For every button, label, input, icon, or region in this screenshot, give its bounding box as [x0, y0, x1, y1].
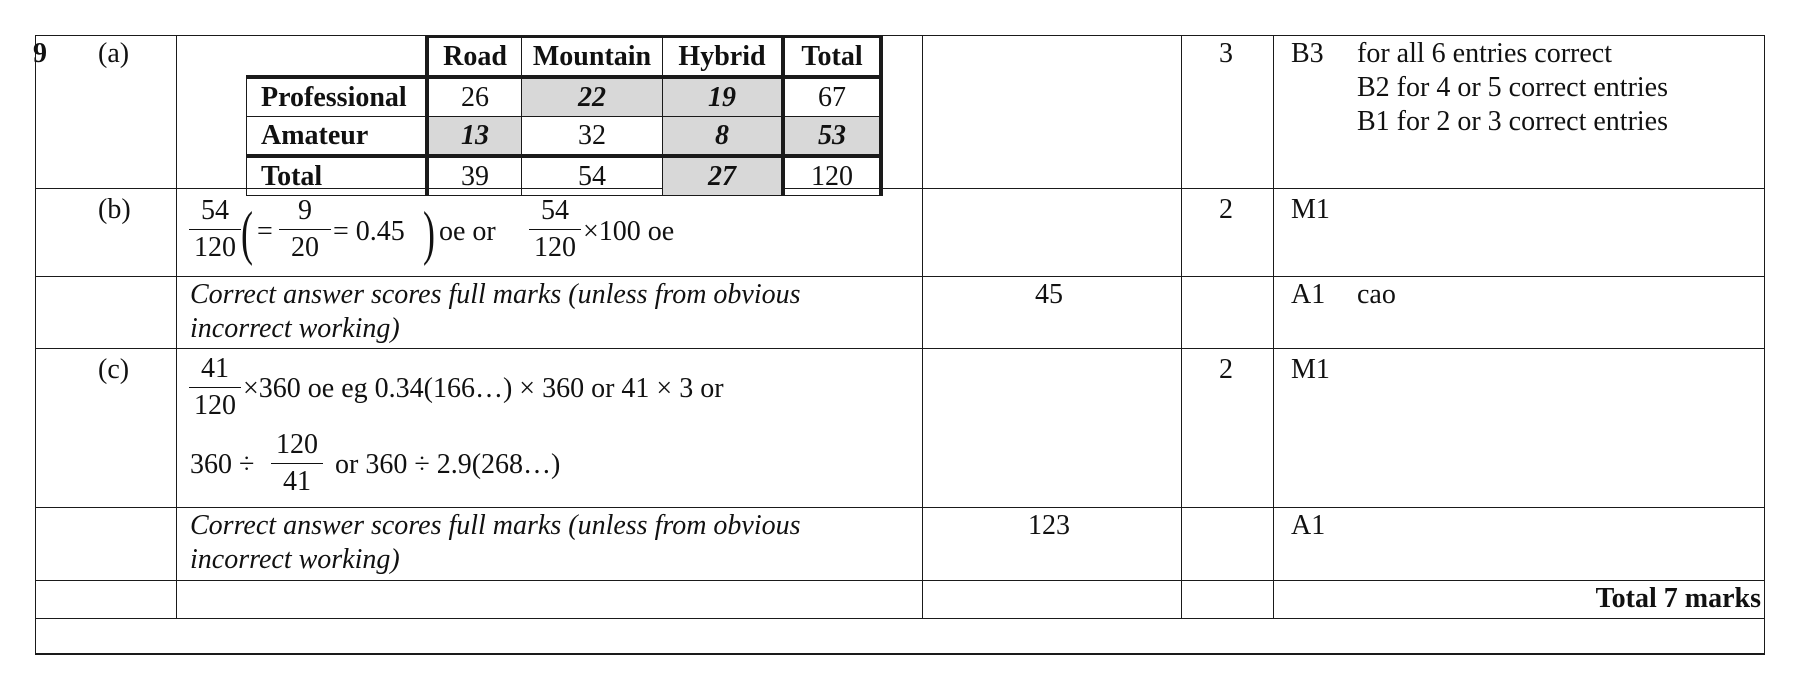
header-mountain: Mountain	[522, 37, 663, 78]
denominator: 20	[291, 232, 319, 263]
cell-shaded: 8	[663, 117, 784, 157]
fraction	[525, 195, 585, 264]
header-total: Total	[783, 37, 881, 78]
cell-shaded: 27	[663, 156, 784, 196]
part-b-note-line-1: Correct answer scores full marks (unless from obvious	[190, 279, 801, 310]
row-label-amateur: Amateur	[247, 117, 428, 157]
rule	[35, 276, 1765, 277]
oe-or: oe or	[439, 216, 496, 247]
rule	[1764, 35, 1765, 655]
cell-shaded: 13	[427, 117, 522, 157]
part-b-note-line-2: incorrect working)	[190, 313, 400, 344]
cell: 39	[427, 156, 522, 196]
row-label-professional: Professional	[247, 77, 428, 117]
part-a-label: (a)	[98, 38, 130, 69]
part-c-code-2: A1	[1291, 510, 1326, 541]
part-c-line-2-rest: or 360 ÷ 2.9(268…)	[335, 449, 561, 480]
rule	[35, 653, 1765, 655]
fraction	[275, 195, 335, 264]
rule	[1181, 35, 1182, 618]
part-c-code: M1	[1291, 354, 1330, 385]
part-b-code-2: A1	[1291, 279, 1326, 310]
cell: 26	[427, 77, 522, 117]
part-a-note-2: B2 for 4 or 5 correct entries	[1357, 72, 1668, 103]
part-b-label: (b)	[98, 194, 131, 225]
part-a-code: B3	[1291, 38, 1324, 69]
numerator: 54	[201, 195, 229, 226]
part-b-note-2: cao	[1357, 279, 1396, 310]
cell: 67	[783, 77, 881, 117]
left-paren: (	[240, 200, 253, 266]
cell-shaded: 22	[522, 77, 663, 117]
row-label-total: Total	[247, 156, 428, 196]
rule	[176, 35, 177, 618]
two-way-table	[246, 35, 883, 196]
cell-shaded: 53	[783, 117, 881, 157]
header-road: Road	[427, 37, 522, 78]
mark-scheme-sheet	[35, 35, 1765, 655]
total-marks: Total 7 marks	[1595, 583, 1761, 614]
header-hybrid: Hybrid	[663, 37, 784, 78]
part-a-marks: 3	[1219, 38, 1233, 69]
part-c-label: (c)	[98, 354, 130, 385]
part-c-note-line-2: incorrect working)	[190, 544, 400, 575]
cell-shaded: 19	[663, 77, 784, 117]
times-100: ×100 oe	[583, 216, 675, 247]
part-a-note-1: for all 6 entries correct	[1357, 38, 1612, 69]
rule	[35, 35, 36, 655]
denominator: 41	[283, 466, 311, 497]
part-a-note-3: B1 for 2 or 3 correct entries	[1357, 106, 1668, 137]
numerator: 9	[298, 195, 312, 226]
denominator: 120	[194, 390, 236, 421]
part-c-line-2-lead: 360 ÷	[190, 449, 255, 480]
numerator: 120	[276, 429, 318, 460]
part-c-answer: 123	[1028, 510, 1070, 541]
rule	[35, 507, 1765, 508]
fraction	[185, 353, 245, 422]
right-paren: )	[422, 200, 435, 266]
equals: =	[257, 216, 273, 247]
part-b-code: M1	[1291, 194, 1330, 225]
rule	[35, 618, 1765, 619]
cell: 120	[783, 156, 881, 196]
rule	[35, 348, 1765, 349]
fraction	[185, 195, 245, 264]
numerator: 41	[201, 353, 229, 384]
fraction	[267, 429, 327, 498]
rule	[922, 35, 923, 618]
cell: 32	[522, 117, 663, 157]
part-c-line-1: ×360 oe eg 0.34(166…) × 360 or 41 × 3 or	[243, 373, 724, 404]
denominator: 120	[534, 232, 576, 263]
equals-value: = 0.45	[333, 216, 405, 247]
denominator: 120	[194, 232, 236, 263]
part-c-marks: 2	[1219, 354, 1233, 385]
cell: 54	[522, 156, 663, 196]
part-c-note-line-1: Correct answer scores full marks (unless from obvious	[190, 510, 801, 541]
rule	[1273, 35, 1274, 618]
part-b-answer: 45	[1035, 279, 1063, 310]
rule	[35, 580, 1765, 581]
part-b-marks: 2	[1219, 194, 1233, 225]
question-number: 9	[33, 38, 47, 69]
numerator: 54	[541, 195, 569, 226]
